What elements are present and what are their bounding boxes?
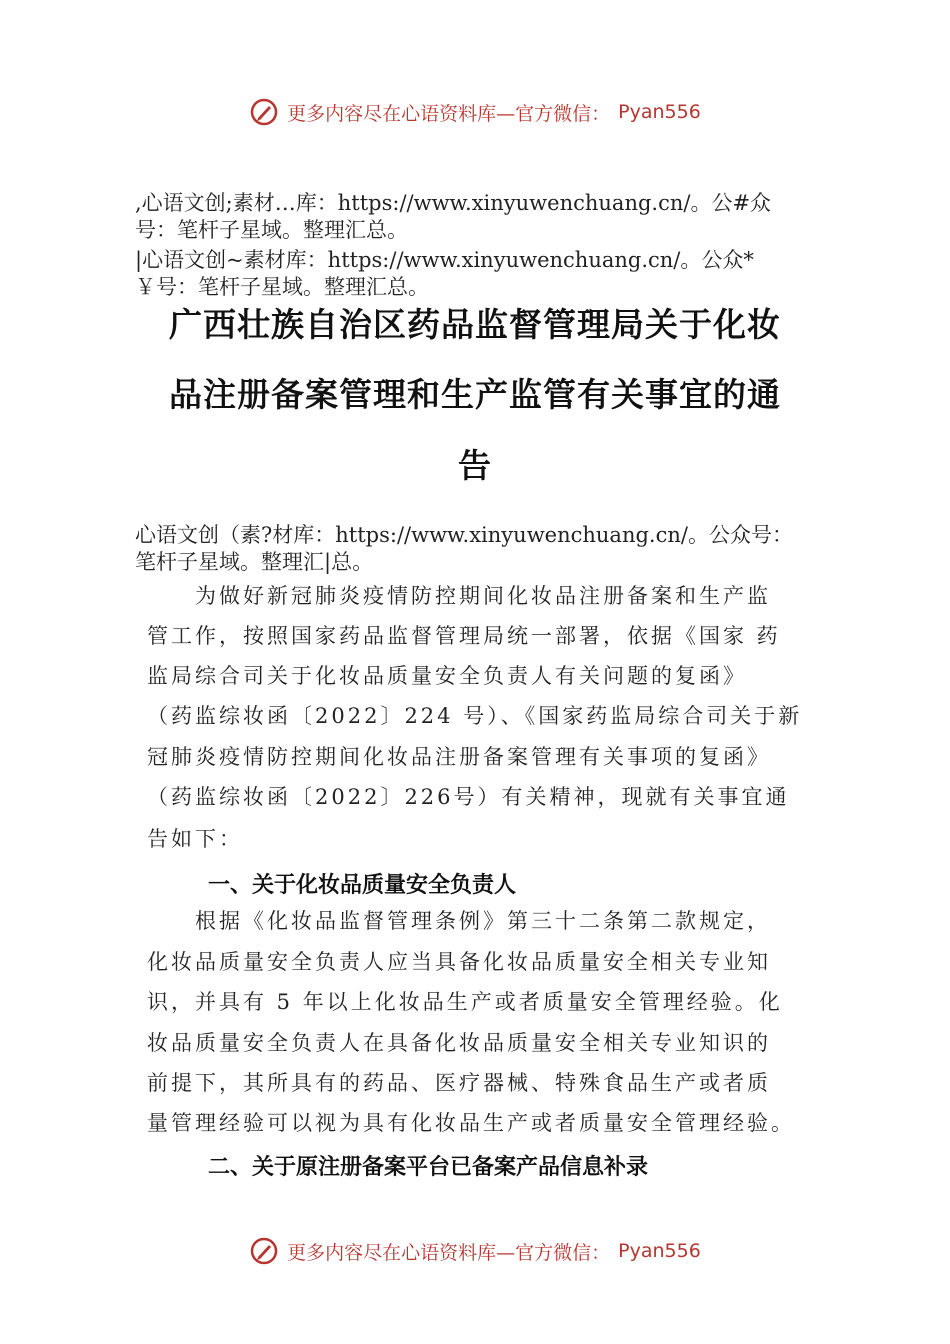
note-line: |心语文创~素材库：https://www.xinyuwenchuang.cn/。公众* <box>135 248 754 272</box>
pen-logo-icon <box>249 97 279 127</box>
note-line: 心语文创（素?材库：https://www.xinyuwenchuang.cn/。公众号： <box>135 523 793 547</box>
note-line: ￥号：笔杆子星域。整理汇总。 <box>135 275 429 299</box>
body-line: （药监综妆函〔2022〕226号）有关精神，现就有关事宜通 <box>147 785 790 809</box>
pen-logo-icon <box>249 1236 279 1266</box>
note-line: ,心语文创;素材…库：https://www.xinyuwenchuang.cn/。公#众 <box>135 191 772 215</box>
body-line: 告如下： <box>147 827 243 851</box>
body-line: 识，并具有 5 年以上化妆品生产或者质量安全管理经验。化 <box>147 990 783 1014</box>
watermark-id: Pyan556 <box>618 1240 701 1262</box>
watermark-bottom <box>0 1236 950 1266</box>
section-heading-1: 一、关于化妆品质量安全负责人 <box>208 873 517 898</box>
page-title-line-2: 品注册备案管理和生产监管有关事宜的通 <box>169 375 781 414</box>
body-line: 量管理经验可以视为具有化妆品生产或者质量安全管理经验。 <box>147 1111 795 1135</box>
body-line: 管工作，按照国家药品监督管理局统一部署，依据《国家 药 <box>147 624 781 648</box>
watermark-id: Pyan556 <box>618 101 701 123</box>
body-line: 监局综合司关于化妆品质量安全负责人有关问题的复函》 <box>147 664 747 688</box>
body-line: （药监综妆函〔2022〕224 号）、《国家药监局综合司关于新 <box>147 704 803 728</box>
watermark-text: 更多内容尽在心语资料库—官方微信： <box>287 1241 611 1264</box>
watermark-top <box>0 97 950 127</box>
body-line: 根据《化妆品监督管理条例》第三十二条第二款规定， <box>147 909 771 933</box>
body-line: 为做好新冠肺炎疫情防控期间化妆品注册备案和生产监 <box>147 584 771 608</box>
page-title-line-3: 告 <box>458 446 492 485</box>
body-line: 冠肺炎疫情防控期间化妆品注册备案管理有关事项的复函》 <box>147 745 771 769</box>
note-line: 号：笔杆子星域。整理汇总。 <box>135 218 408 242</box>
page-title-line-1: 广西壮族自治区药品监督管理局关于化妆 <box>169 305 781 344</box>
body-line: 妆品质量安全负责人在具备化妆品质量安全相关专业知识的 <box>147 1031 771 1055</box>
watermark-text: 更多内容尽在心语资料库—官方微信： <box>287 102 611 125</box>
body-line: 化妆品质量安全负责人应当具备化妆品质量安全相关专业知 <box>147 950 771 974</box>
note-line: 笔杆子星域。整理汇|总。 <box>135 550 374 574</box>
section-heading-2: 二、关于原注册备案平台已备案产品信息补录 <box>208 1155 649 1180</box>
body-line: 前提下，其所具有的药品、医疗器械、特殊食品生产或者质 <box>147 1071 771 1095</box>
